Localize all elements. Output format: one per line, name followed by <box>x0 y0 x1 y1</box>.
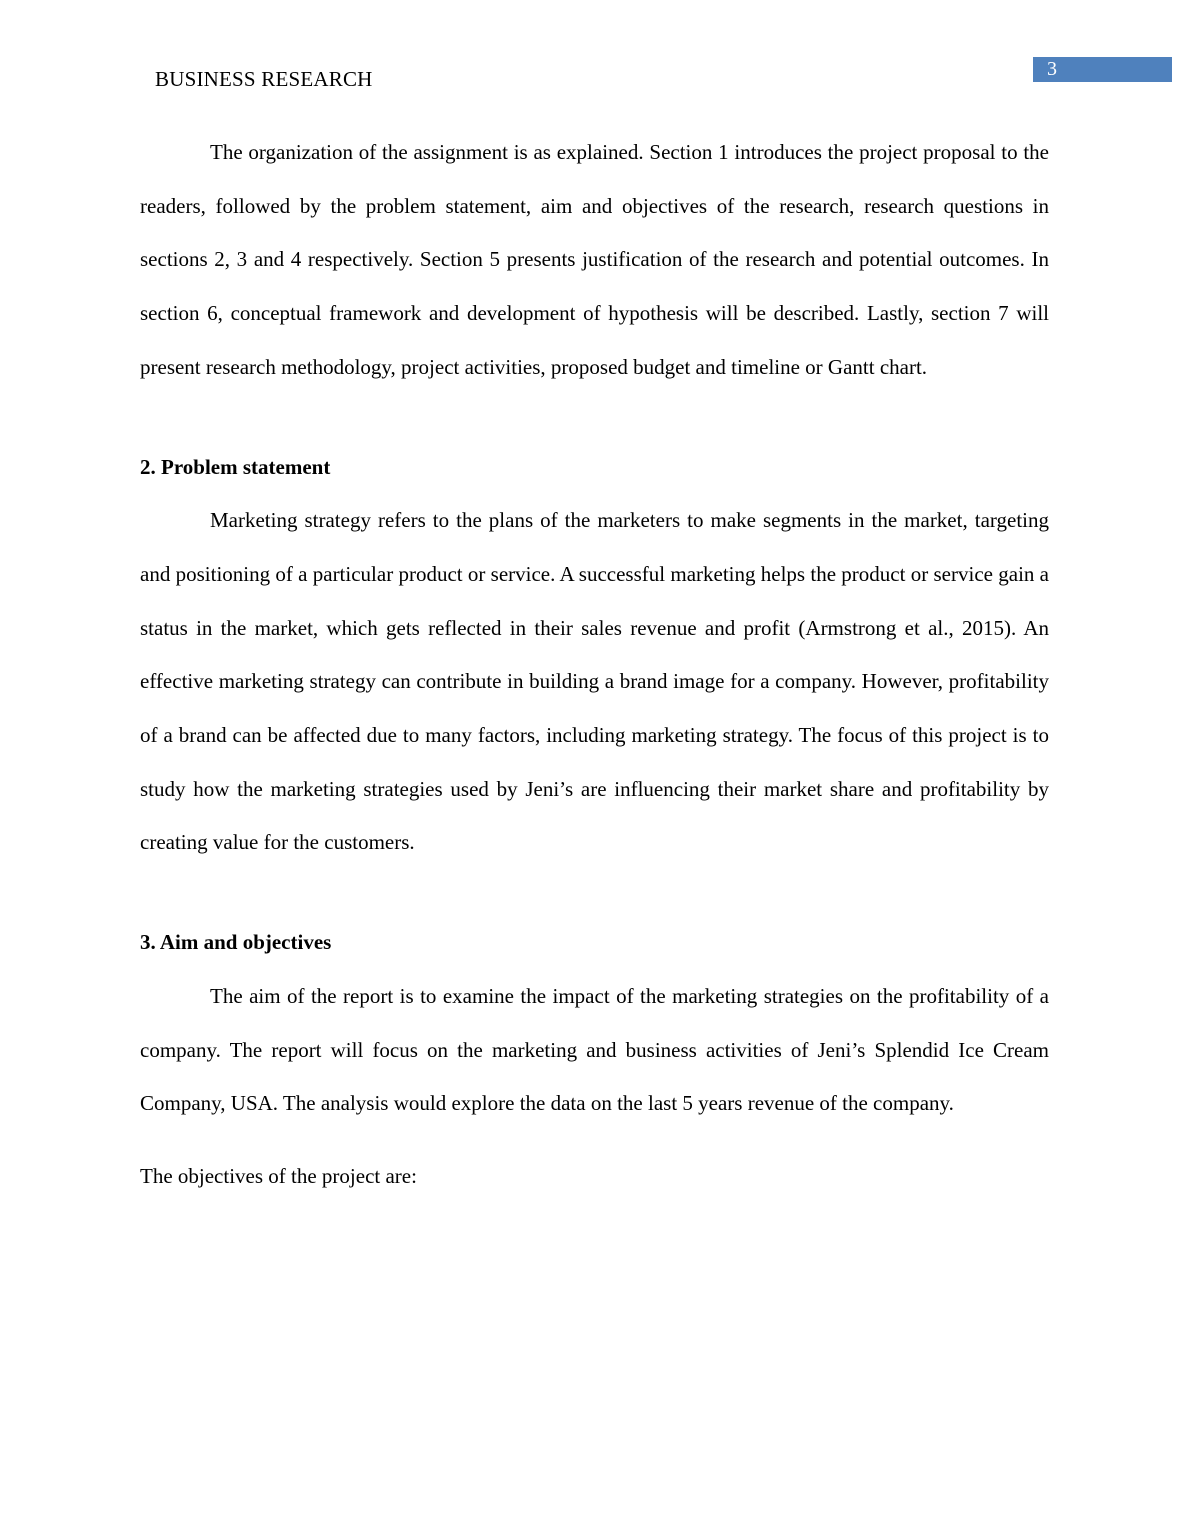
page-number: 3 <box>1047 58 1057 80</box>
document-body <box>140 126 1049 1204</box>
problem-statement-heading: 2. Problem statement <box>140 454 331 479</box>
page-number-badge <box>1033 57 1172 82</box>
objectives-intro: The objectives of the project are: <box>140 1163 417 1188</box>
problem-statement-paragraph: Marketing strategy refers to the plans of the marketers to make segments in the market, targeting and positioning of a particular product or service. A successful marketing helps the product or service gain a status in the market, which gets reflected in their sales revenue and profit (Armstrong et al., 2015). An effective marketing strategy can contribute in building a brand image for a company. However, profitability of a brand can be affected due to many factors, including marketing strategy. The focus of this project is to study how the marketing strategies used by Jeni’s are influencing their market share and profitability by creating value for the customers. <box>140 508 1049 855</box>
aim-paragraph: The aim of the report is to examine the impact of the marketing strategies on the profitability of a company. The report will focus on the marketing and business activities of Jeni’s Splendid Ice Cream Company, USA. The analysis would explore the data on the last 5 years revenue of the company. <box>140 983 1049 1116</box>
aim-objectives-heading: 3. Aim and objectives <box>140 930 332 955</box>
running-head: BUSINESS RESEARCH <box>155 67 373 91</box>
intro-paragraph: The organization of the assignment is as explained. Section 1 introduces the project proposal to the readers, followed by the problem statement, aim and objectives of the research, research questions in sections 2, 3 and 4 respectively. Section 5 presents justification of the research and potential outcomes. In section 6, conceptual framework and development of hypothesis will be described. Lastly, section 7 will present research methodology, project activities, proposed budget and timeline or Gantt chart. <box>140 140 1049 379</box>
